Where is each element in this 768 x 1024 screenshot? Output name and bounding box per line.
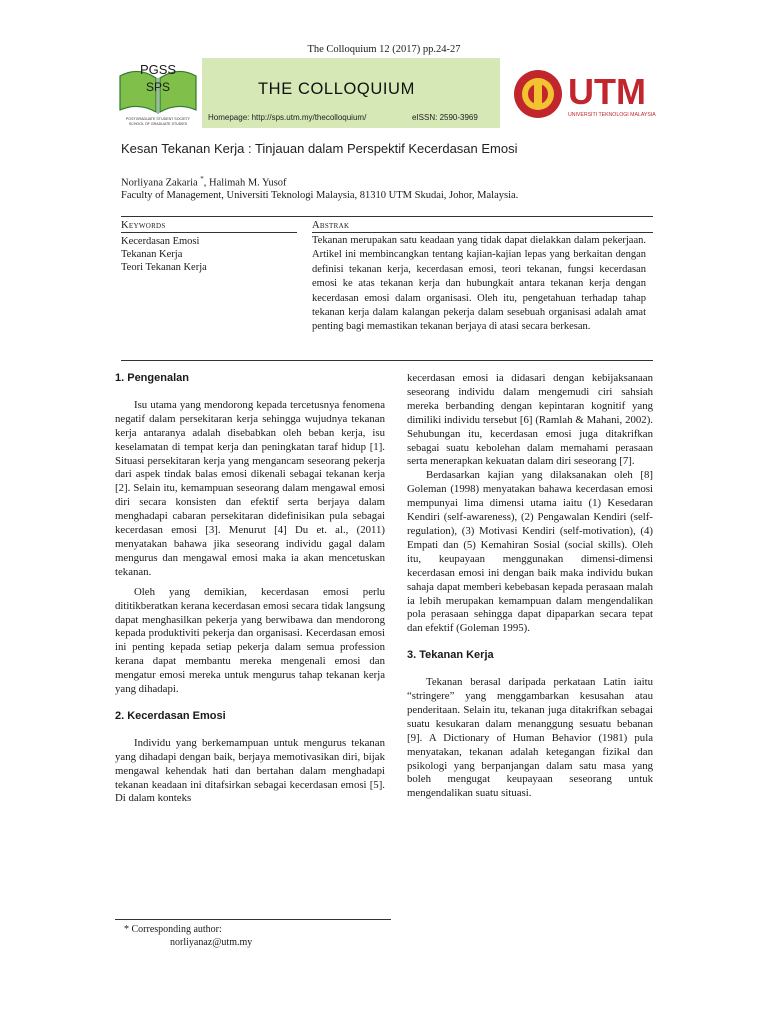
box-top-rule bbox=[121, 216, 653, 217]
keyword-list bbox=[121, 235, 207, 274]
svg-text:PGSS: PGSS bbox=[139, 62, 177, 77]
utm-logo bbox=[510, 64, 660, 124]
paragraph: Individu yang berkemampuan untuk mengurus tekanan yang dihadapi dengan baik, berjaya memotivasikan diri, bijak mengawal kehendak hati dan bertahan dalam menghadapi tekanan keadaan ini ditafsirkan sebagai kecerdasan emosi [5]. Di dalam konteks bbox=[115, 736, 385, 805]
svg-text:POSTGRADUATE STUDENT SOCIETY: POSTGRADUATE STUDENT SOCIETY bbox=[125, 117, 191, 121]
keywords-heading: Keywords bbox=[121, 220, 166, 231]
homepage-link[interactable]: Homepage: http://sps.utm.my/thecolloquium/ bbox=[208, 113, 367, 122]
paragraph: Berdasarkan kajian yang dilaksanakan oleh [8] Goleman (1998) menyatakan bahawa kecerdasan emosi mempunyai lima dimensi utama iaitu (1) Kesedaran Kendiri (self-awareness), (2) Pengawalan Kendiri (self-regulation), (3) Motivasi Kendiri (self-motivation), (4) Empati dan (5) Kemahiran Sosial (social skills). Oleh itu, keupayaan menggunakan dimensi-dimensi kecerdasan emosi ini dengan baik maka individu bukan sahaja dapat memberi kebebasan kepada perasaan malah ia lebih merupakan kemampuan dalam mengendalikan pola perasaan sehingga dapat dipaparkan secara tepat dan efektif (Goleman 1995). bbox=[407, 469, 653, 635]
svg-text:SPS: SPS bbox=[145, 80, 171, 94]
abstract-heading-rule bbox=[312, 232, 653, 233]
paragraph: Tekanan berasal daripada perkataan Latin iaitu “stringere” yang menggambarkan kesusahan atau penderitaan. Selain itu, tekanan juga ditakrifkan sebagai suatu kesukaran dalam menanggung sesuatu bebanan [9]. A Dictionary of Human Behavior (1981) pula menyatakan, tekanan adalah ketegangan fizikal dan psikologi yang berpanjangan dalam satu masa yang boleh mengugat keupayaan seseorang untuk mengendalikan suatu situasi. bbox=[407, 676, 653, 800]
paragraph-continued: kecerdasan emosi ia didasari dengan kebijaksanaan seseorang individu dalam mengemudi ciri sahsiah mereka berbanding dengan kepintaran kognitif yang dimiliki individu tersebut [6] (Ramlah & Mahani, 2002). Sehubungan itu, kecerdasan emosi juga ditakrifkan sebagai suatu kebolehan dalam memahami perasaan serta menerapkan kekuatan dalam diri seseorang [7]. bbox=[407, 372, 653, 468]
svg-text:SCHOOL OF GRADUATE STUDIES: SCHOOL OF GRADUATE STUDIES bbox=[128, 122, 188, 126]
eissn-label: eISSN: 2590-3969 bbox=[412, 113, 478, 122]
left-column bbox=[115, 372, 385, 806]
section-heading-2: 2. Kecerdasan Emosi bbox=[115, 709, 226, 722]
section-heading-1: 1. Pengenalan bbox=[115, 372, 189, 384]
authors: Norliyana Zakaria *, Halimah M. Yusof bbox=[121, 175, 287, 189]
pgss-sps-logo bbox=[116, 58, 200, 128]
corresponding-author-label: * Corresponding author: bbox=[124, 924, 222, 935]
section-heading-3: 3. Tekanan Kerja bbox=[407, 649, 494, 662]
paragraph: Oleh yang demikian, kecerdasan emosi perlu dititikberatkan kerana kecerdasan emosi secara tidak langsung dapat menghasilkan pekerja yang berwibawa dan mendorong kepada produktiviti pekerja dan organisasi. Kecerdasan emosi ini penting kepada setiap pekerja dalam semua profession kerana dapat membantu mereka mengenali emosi dan mengatur emosi mereka untuk mengurus tahap tekanan kerja yang dihadapi. bbox=[115, 585, 385, 696]
article-title: Kesan Tekanan Kerja : Tinjauan dalam Perspektif Kecerdasan Emosi bbox=[121, 141, 518, 156]
abstract-text: Tekanan merupakan satu keadaan yang tidak dapat dielakkan dalam pekerjaan. Artikel ini membincangkan tentang kajian-kajian lepas yang berkaitan dengan definisi tekanan kerja, kecerdasan emosi, teori tekanan, fungsi kecerdasan emosi ke atas tekanan kerja dan hubungkait antara tekanan kerja dengan kecerdasan emosi dalam organisasi. Oleh itu, pengetahuan terhadap tahap tekanan kerja dalam kalangan pekerja dalam sesebuah organisasi adalah amat penting bagi memastikan tekanan berjaya di atasi secara berkesan. bbox=[312, 235, 646, 333]
keyword-item: Kecerdasan Emosi bbox=[121, 236, 200, 247]
keyword-item: Teori Tekanan Kerja bbox=[121, 262, 207, 273]
banner-title: THE COLLOQUIUM bbox=[258, 80, 415, 98]
svg-text:UNIVERSITI TEKNOLOGI MALAYSIA: UNIVERSITI TEKNOLOGI MALAYSIA bbox=[568, 112, 656, 118]
affiliation: Faculty of Management, Universiti Teknologi Malaysia, 81310 UTM Skudai, Johor, Malaysia. bbox=[121, 190, 519, 201]
svg-text:UTM: UTM bbox=[568, 71, 646, 112]
abstract-heading: Abstrak bbox=[312, 220, 350, 231]
corresponding-author-email[interactable]: norliyanaz@utm.my bbox=[170, 937, 253, 948]
right-column bbox=[407, 372, 653, 801]
paragraph: Isu utama yang mendorong kepada tercetusnya fenomena negatif dalam persekitaran kerja sehingga wujudnya tekanan kerja antaranya adalah disebabkan oleh beban kerja, isu keselamatan di tempat kerja dan peningkatan taraf hidup [1]. Situasi persekitaran kerja yang mengancam seseorang pekerja dari aspek tindak balas emosi dikenali sebagai tekanan kerja [2]. Selain itu, kemampuan seseorang dalam mengawal emosi diri secara konsisten dan efektif serta berjaya dalam menghadapi cabaran persekitaran didefinisikan pula sebagai kecerdasan emosi [3]. Menurut [4] Du et. al., (2011) menyatakan bahawa jika seseorang individu gagal dalam mengurus dan mengawal emosi maka ia akan mencetuskan tekanan. bbox=[115, 398, 385, 578]
keyword-item: Tekanan Kerja bbox=[121, 249, 183, 260]
journal-reference: The Colloquium 12 (2017) pp.24-27 bbox=[307, 44, 461, 55]
box-bottom-rule bbox=[121, 360, 653, 361]
footnote-rule bbox=[115, 919, 391, 920]
keywords-heading-rule bbox=[121, 232, 297, 233]
